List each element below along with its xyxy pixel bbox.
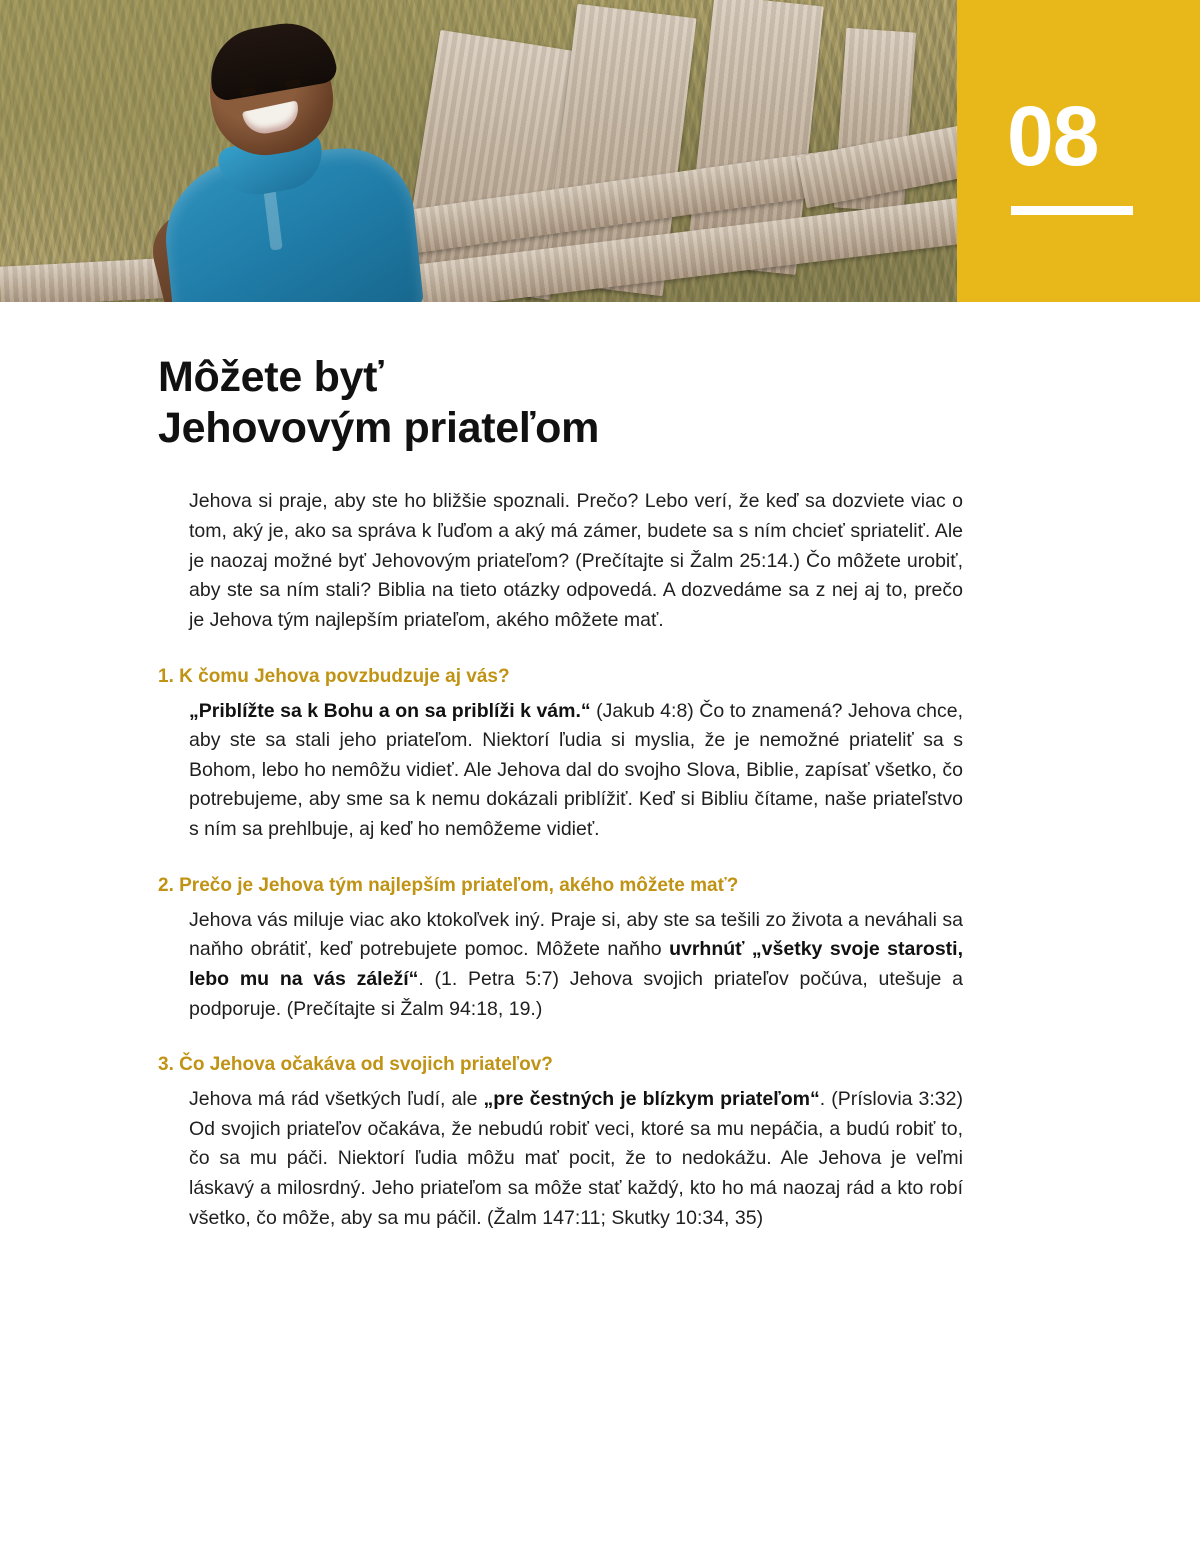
scripture-quote: „pre čestných je blízkym priateľom“ [483, 1088, 820, 1111]
hero-banner [0, 0, 1200, 302]
lesson-number-block [957, 0, 1200, 302]
section-number: 3. [158, 1054, 174, 1076]
article [0, 352, 1200, 1233]
section-paragraph [189, 906, 963, 1025]
section-heading [158, 875, 988, 897]
section-number: 2. [158, 874, 174, 896]
section-heading [158, 1054, 988, 1076]
paragraph-text: . (Príslovia 3:32) Od svojich priateľov očakáva, že nebudú robiť veci, ktoré sa mu nepáčia, a budú robiť to, čo sa mu páči. Niektorí ľudia môžu mať pocit, že to nedokážu. Ale Jehova je veľmi láskavý a milosrdný. Jeho priateľom sa môže stať každý, kto ho má naozaj rád a kto robí všetko, čo môže, aby sa mu páčil. (Žalm 147:11; Skutky 10:34, 35) [189, 1088, 963, 1229]
paragraph-text: Jehova má rád všetkých ľudí, ale [189, 1088, 484, 1111]
article-body [0, 487, 1200, 1233]
scripture-quote: „Priblížte sa k Bohu a on sa priblíži k vám.“ [189, 699, 591, 722]
lesson-number: 08 [1007, 89, 1099, 183]
section-heading-text: K čomu Jehova povzbudzuje aj vás? [173, 665, 510, 687]
intro-paragraph: Jehova si praje, aby ste ho bližšie spoznali. Prečo? Lebo verí, že keď sa dozviete viac o tom, aký je, ako sa správa k ľuďom a aký má zámer, budete sa s ním chcieť spriateliť. Ale je naozaj možné byť Jehovovým priateľom? (Prečítajte si Žalm 25:14.) Čo môžete urobiť, aby ste sa ním stali? Biblia na tieto otázky odpovedá. A dozvedáme sa z nej aj to, prečo je Jehova tým najlepším priateľom, akého môžete mať. [189, 490, 963, 631]
section-heading-text: Prečo je Jehova tým najlepším priateľom, akého môžete mať? [173, 874, 739, 896]
paragraph-text: . (1. Petra 5:7) Jehova svojich priateľov počúva, utešuje a podporuje. (Prečítajte si Žalm 94:18, 19.) [189, 967, 963, 1020]
section-number: 1. [158, 665, 174, 687]
paragraph-text: Jehova vás miluje viac ako ktokoľvek iný. Praje si, aby ste sa tešili zo života a neváhali sa naňho obrátiť, keď potrebujete pomoc. Môžete naňho [189, 908, 963, 961]
paragraph-text: (Jakub 4:8) Čo to znamená? Jehova chce, aby ste sa stali jeho priateľom. Niektorí ľudia si myslia, že je nemožné priateliť sa s Bohom, lebo ho nemôžu vidieť. Ale Jehova dal do svojho Slova, Biblie, zapísať všetko, čo potrebujeme, aby sme sa k nemu dokázali priblížiť. Keď si Bibliu čítame, naše priateľstvo s ním sa prehlbuje, aj keď ho nemôžeme vidieť. [189, 699, 963, 841]
section-paragraph [189, 1085, 963, 1233]
sections-container [0, 666, 1200, 1234]
section-heading-text: Čo Jehova očakáva od svojich priateľov? [173, 1054, 553, 1076]
page-title-line-1: Môžete byť [158, 353, 384, 401]
page-title-line-2: Jehovovým priateľom [158, 403, 600, 452]
man-illustration [148, 14, 438, 302]
section-heading [158, 666, 988, 688]
section-paragraph [189, 697, 963, 845]
page-title [158, 352, 1018, 453]
scripture-quote: uvrhnúť „všetky svoje starosti, lebo mu na vás záleží“ [189, 938, 963, 990]
lesson-number-underline [1011, 206, 1133, 215]
hero-photo [0, 0, 957, 302]
